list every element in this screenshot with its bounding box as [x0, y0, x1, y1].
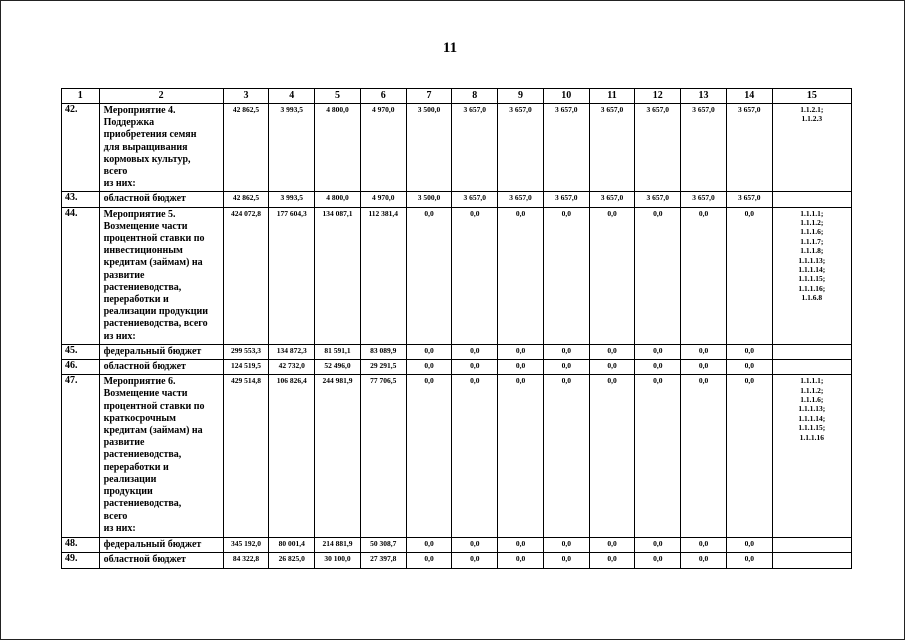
value-cell: 0,0	[406, 344, 452, 359]
value-cell: 3 657,0	[681, 192, 727, 207]
value-cell: 0,0	[589, 360, 635, 375]
row-number: 46.	[62, 360, 100, 375]
table-row	[62, 360, 852, 375]
value-cell: 0,0	[406, 538, 452, 553]
value-cell: 0,0	[681, 375, 727, 538]
row-number: 49.	[62, 553, 100, 568]
row-number: 45.	[62, 344, 100, 359]
value-cell: 0,0	[498, 360, 544, 375]
value-cell: 0,0	[726, 344, 772, 359]
value-cell: 0,0	[681, 344, 727, 359]
value-cell: 299 553,3	[223, 344, 269, 359]
table-row	[62, 538, 852, 553]
value-cell: 30 100,0	[315, 553, 361, 568]
value-cell: 214 881,9	[315, 538, 361, 553]
indicator-codes: 1.1.1.1; 1.1.1.2; 1.1.1.6; 1.1.1.7; 1.1.1.8; 1.1.1.13; 1.1.1.14; 1.1.1.15; 1.1.1.16; 1.1.6.8	[772, 207, 851, 344]
row-name: областной бюджет	[99, 360, 223, 375]
value-cell: 0,0	[498, 375, 544, 538]
value-cell: 0,0	[452, 538, 498, 553]
column-header: 9	[498, 89, 544, 104]
value-cell: 4 800,0	[315, 192, 361, 207]
table-row	[62, 553, 852, 568]
value-cell: 0,0	[726, 207, 772, 344]
value-cell: 0,0	[543, 360, 589, 375]
value-cell: 4 800,0	[315, 104, 361, 192]
value-cell: 424 072,8	[223, 207, 269, 344]
value-cell: 0,0	[543, 538, 589, 553]
value-cell: 0,0	[681, 553, 727, 568]
value-cell: 52 496,0	[315, 360, 361, 375]
value-cell: 0,0	[452, 344, 498, 359]
value-cell: 0,0	[635, 207, 681, 344]
value-cell: 42 732,0	[269, 360, 315, 375]
value-cell: 83 089,9	[360, 344, 406, 359]
value-cell: 177 604,3	[269, 207, 315, 344]
value-cell: 3 657,0	[726, 104, 772, 192]
value-cell: 4 970,0	[360, 104, 406, 192]
table-row	[62, 344, 852, 359]
value-cell: 0,0	[498, 344, 544, 359]
value-cell: 4 970,0	[360, 192, 406, 207]
row-name: федеральный бюджет	[99, 344, 223, 359]
value-cell: 0,0	[726, 360, 772, 375]
value-cell: 77 706,5	[360, 375, 406, 538]
value-cell: 0,0	[406, 207, 452, 344]
value-cell: 0,0	[681, 207, 727, 344]
value-cell: 0,0	[681, 360, 727, 375]
value-cell: 244 981,9	[315, 375, 361, 538]
column-header: 13	[681, 89, 727, 104]
column-header: 14	[726, 89, 772, 104]
value-cell: 0,0	[635, 360, 681, 375]
value-cell: 0,0	[498, 538, 544, 553]
value-cell: 112 381,4	[360, 207, 406, 344]
column-header: 1	[62, 89, 100, 104]
indicator-codes: 1.1.2.1; 1.1.2.3	[772, 104, 851, 192]
value-cell: 84 322,8	[223, 553, 269, 568]
value-cell: 134 087,1	[315, 207, 361, 344]
value-cell: 0,0	[589, 207, 635, 344]
value-cell: 0,0	[406, 360, 452, 375]
value-cell: 3 657,0	[589, 104, 635, 192]
row-name: областной бюджет	[99, 553, 223, 568]
value-cell: 3 657,0	[681, 104, 727, 192]
row-name: Мероприятие 6. Возмещение части процентной ставки по краткосрочным кредитам (займам) на развитие растениеводства, переработки и реализации продукции растениеводства, всего из них:	[99, 375, 223, 538]
value-cell: 0,0	[452, 207, 498, 344]
row-name: Мероприятие 4. Поддержка приобретения семян для выращивания кормовых культур, всего из них:	[99, 104, 223, 192]
value-cell: 0,0	[452, 375, 498, 538]
column-header: 8	[452, 89, 498, 104]
value-cell: 0,0	[589, 538, 635, 553]
value-cell: 0,0	[406, 375, 452, 538]
value-cell: 0,0	[589, 553, 635, 568]
value-cell: 26 825,0	[269, 553, 315, 568]
value-cell: 0,0	[452, 360, 498, 375]
column-header: 12	[635, 89, 681, 104]
value-cell: 0,0	[543, 207, 589, 344]
value-cell: 0,0	[589, 344, 635, 359]
value-cell: 0,0	[635, 538, 681, 553]
value-cell: 134 872,3	[269, 344, 315, 359]
value-cell: 81 591,1	[315, 344, 361, 359]
value-cell: 0,0	[406, 553, 452, 568]
value-cell: 0,0	[452, 553, 498, 568]
value-cell: 106 826,4	[269, 375, 315, 538]
value-cell: 50 308,7	[360, 538, 406, 553]
indicator-codes	[772, 192, 851, 207]
value-cell: 0,0	[726, 538, 772, 553]
value-cell: 0,0	[498, 207, 544, 344]
row-name: областной бюджет	[99, 192, 223, 207]
value-cell: 3 657,0	[498, 104, 544, 192]
value-cell: 0,0	[589, 375, 635, 538]
value-cell: 3 993,5	[269, 104, 315, 192]
value-cell: 0,0	[635, 553, 681, 568]
value-cell: 3 657,0	[543, 104, 589, 192]
value-cell: 429 514,8	[223, 375, 269, 538]
row-number: 44.	[62, 207, 100, 344]
value-cell: 0,0	[635, 344, 681, 359]
value-cell: 3 657,0	[452, 192, 498, 207]
value-cell: 42 862,5	[223, 192, 269, 207]
value-cell: 29 291,5	[360, 360, 406, 375]
row-number: 47.	[62, 375, 100, 538]
header-row	[62, 89, 852, 104]
row-name: федеральный бюджет	[99, 538, 223, 553]
value-cell: 0,0	[726, 375, 772, 538]
value-cell: 0,0	[498, 553, 544, 568]
value-cell: 42 862,5	[223, 104, 269, 192]
value-cell: 3 657,0	[543, 192, 589, 207]
value-cell: 0,0	[681, 538, 727, 553]
column-header: 11	[589, 89, 635, 104]
value-cell: 3 657,0	[452, 104, 498, 192]
column-header: 15	[772, 89, 851, 104]
value-cell: 0,0	[635, 375, 681, 538]
value-cell: 124 519,5	[223, 360, 269, 375]
table-row	[62, 207, 852, 344]
indicator-codes	[772, 538, 851, 553]
indicator-codes	[772, 360, 851, 375]
value-cell: 3 657,0	[635, 192, 681, 207]
row-number: 42.	[62, 104, 100, 192]
row-number: 48.	[62, 538, 100, 553]
value-cell: 3 500,0	[406, 192, 452, 207]
value-cell: 27 397,8	[360, 553, 406, 568]
column-header: 3	[223, 89, 269, 104]
value-cell: 345 192,0	[223, 538, 269, 553]
table-row	[62, 192, 852, 207]
column-header: 5	[315, 89, 361, 104]
value-cell: 0,0	[543, 553, 589, 568]
budget-table	[61, 88, 852, 569]
value-cell: 0,0	[543, 344, 589, 359]
value-cell: 3 657,0	[726, 192, 772, 207]
column-header: 4	[269, 89, 315, 104]
value-cell: 0,0	[543, 375, 589, 538]
column-header: 2	[99, 89, 223, 104]
page-number: 11	[442, 40, 458, 56]
indicator-codes	[772, 553, 851, 568]
value-cell: 3 500,0	[406, 104, 452, 192]
value-cell: 3 657,0	[498, 192, 544, 207]
value-cell: 0,0	[726, 553, 772, 568]
value-cell: 3 657,0	[589, 192, 635, 207]
value-cell: 3 993,5	[269, 192, 315, 207]
column-header: 7	[406, 89, 452, 104]
value-cell: 3 657,0	[635, 104, 681, 192]
table-row	[62, 375, 852, 538]
column-header: 6	[360, 89, 406, 104]
row-name: Мероприятие 5. Возмещение части процентной ставки по инвестиционным кредитам (займам) на развитие растениеводства, переработки и реализации продукции растениеводства, всего из них:	[99, 207, 223, 344]
indicator-codes	[772, 344, 851, 359]
value-cell: 80 001,4	[269, 538, 315, 553]
column-header: 10	[543, 89, 589, 104]
table-body	[62, 89, 852, 569]
indicator-codes: 1.1.1.1; 1.1.1.2; 1.1.1.6; 1.1.1.13; 1.1.1.14; 1.1.1.15; 1.1.1.16	[772, 375, 851, 538]
table-row	[62, 104, 852, 192]
row-number: 43.	[62, 192, 100, 207]
